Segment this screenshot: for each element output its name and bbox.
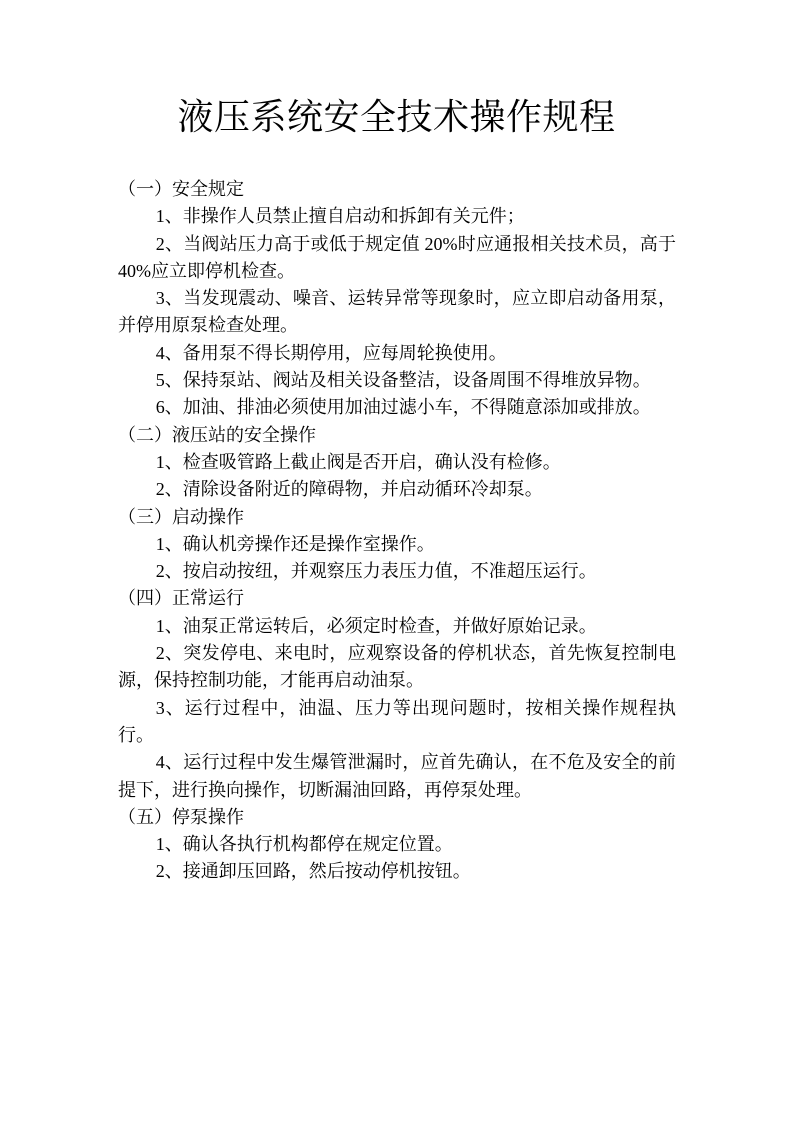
list-item: 4、备用泵不得长期停用，应每周轮换使用。	[155, 342, 507, 363]
list-item: 1、检查吸管路上截止阀是否开启，确认没有检修。	[155, 451, 561, 472]
list-item: 1、确认各执行机构都停在规定位置。	[155, 834, 453, 855]
list-item: 1、油泵正常运转后，必须定时检查，并做好原始记录。	[155, 615, 597, 636]
list-item: 3、当发现震动、噪音、运转异常等现象时，应立即启动备用泵，并停用原泵检查处理。	[118, 288, 676, 336]
list-item: 3、运行过程中，油温、压力等出现问题时，按相关操作规程执行。	[118, 697, 676, 745]
section-heading: （一）安全规定	[118, 179, 244, 199]
list-item: 2、突发停电、来电时，应观察设备的停机状态，首先恢复控制电源，保持控制功能，才能再启动油泵。	[118, 643, 676, 691]
section-heading: （四）正常运行	[118, 588, 244, 609]
document-title: 液压系统安全技术操作规程	[177, 97, 616, 137]
list-item: 5、保持泵站、阀站及相关设备整洁，设备周围不得堆放异物。	[155, 370, 651, 391]
list-item: 1、确认机旁操作还是操作室操作。	[155, 533, 435, 554]
section-heading: （三）启动操作	[118, 506, 244, 527]
list-item: 4、运行过程中发生爆管泄漏时，应首先确认，在不危及安全的前提下，进行换向操作，切断漏油回路，再停泵处理。	[118, 752, 676, 800]
list-item: 6、加油、排油必须使用加油过滤小车，不得随意添加或排放。	[155, 397, 651, 418]
list-item: 2、接通卸压回路，然后按动停机按钮。	[155, 861, 471, 882]
list-item: 2、按启动按纽，并观察压力表压力值，不准超压运行。	[155, 561, 597, 582]
list-item: 1、非操作人员禁止擅自启动和拆卸有关元件；	[155, 206, 525, 227]
list-item: 2、清除设备附近的障碍物，并启动循环冷却泵。	[155, 479, 543, 500]
section-heading: （二）液压站的安全操作	[118, 424, 316, 445]
section-heading: （五）停泵操作	[118, 806, 244, 827]
list-item: 2、当阀站压力高于或低于规定值 20%时应通报相关技术员，高于 40%应立即停机检查。	[118, 233, 676, 281]
document-body	[118, 176, 676, 886]
